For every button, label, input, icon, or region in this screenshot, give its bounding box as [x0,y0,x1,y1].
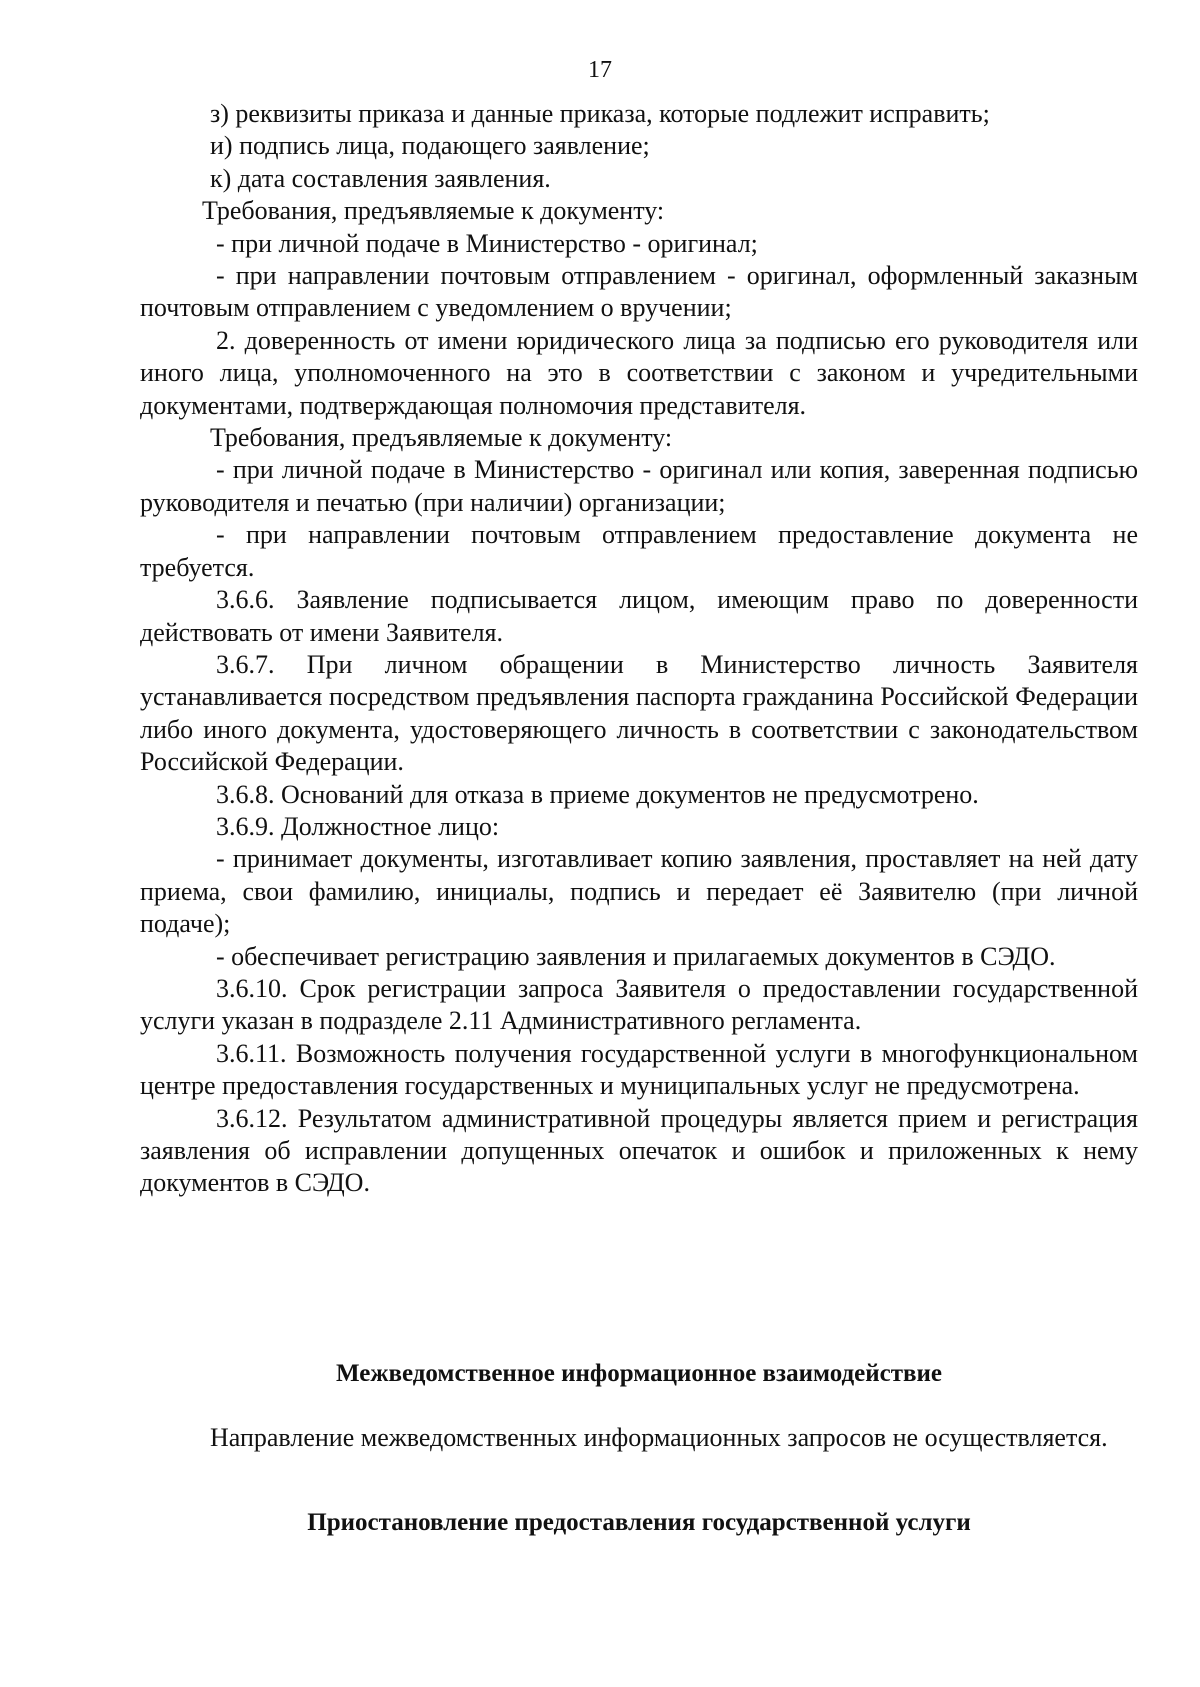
paragraph: - при личной подаче в Министерство - оригинал или копия, заверенная подписью руководителя и печатью (при наличии) организации; [140,455,1138,517]
paragraph: - при направлении почтовым отправлением предоставление документа не требуется. [140,520,1138,582]
paragraph: 3.6.9. Должностное лицо: [216,811,500,841]
paragraph: 3.6.7. При личном обращении в Министерство личность Заявителя устанавливается посредством предъявления паспорта гражданина Российской Федерации либо иного документа, удостоверяющего личность в соответствии с законодательством Российской Федерации. [140,649,1138,777]
section-body [140,1422,1138,1454]
document-body [140,98,1138,1200]
paragraph: - обеспечивает регистрацию заявления и прилагаемых документов в СЭДО. [216,941,1056,971]
section-heading: Приостановление предоставления государственной услуги [307,1509,971,1536]
paragraph: - при направлении почтовым отправлением - оригинал, оформленный заказным почтовым отправлением с уведомлением о вручении; [140,261,1138,323]
paragraph: Требования, предъявляемые к документу: [202,196,665,226]
paragraph: - принимает документы, изготавливает копию заявления, проставляет на ней дату приема, свои фамилию, инициалы, подпись и передает её Заявителю (при личной подаче); [140,844,1138,939]
paragraph: 3.6.10. Срок регистрации запроса Заявителя о предоставлении государственной услуги указан в подразделе 2.11 Административного регламента. [140,973,1138,1036]
paragraph: и) подпись лица, подающего заявление; [210,131,650,161]
paragraph: - при личной подаче в Министерство - оригинал; [216,228,758,258]
paragraph: к) дата составления заявления. [210,163,551,193]
paragraph: 2. доверенность от имени юридического лица за подписью его руководителя или иного лица, уполномоченного на это в соответствии с законом и учредительными документами, подтверждающая полномочия представителя. [140,325,1138,420]
paragraph: Направление межведомственных информационных запросов не осуществляется. [210,1423,1108,1452]
paragraph: 3.6.6. Заявление подписывается лицом, имеющим право по доверенности действовать от имени Заявителя. [140,585,1138,647]
paragraph: Требования, предъявляемые к документу: [210,423,673,453]
paragraph: 3.6.8. Оснований для отказа в приеме документов не предусмотрено. [216,779,979,809]
page-number: 17 [588,57,612,83]
paragraph: з) реквизиты приказа и данные приказа, которые подлежит исправить; [210,99,990,128]
paragraph: 3.6.11. Возможность получения государственной услуги в многофункциональном центре предоставления государственных и муниципальных услуг не предусмотрена. [140,1038,1138,1101]
section-heading: Межведомственное информационное взаимодействие [336,1360,942,1387]
paragraph: 3.6.12. Результатом административной процедуры является прием и регистрация заявления об исправлении допущенных опечаток и ошибок и приложенных к нему документов в СЭДО. [140,1103,1138,1198]
